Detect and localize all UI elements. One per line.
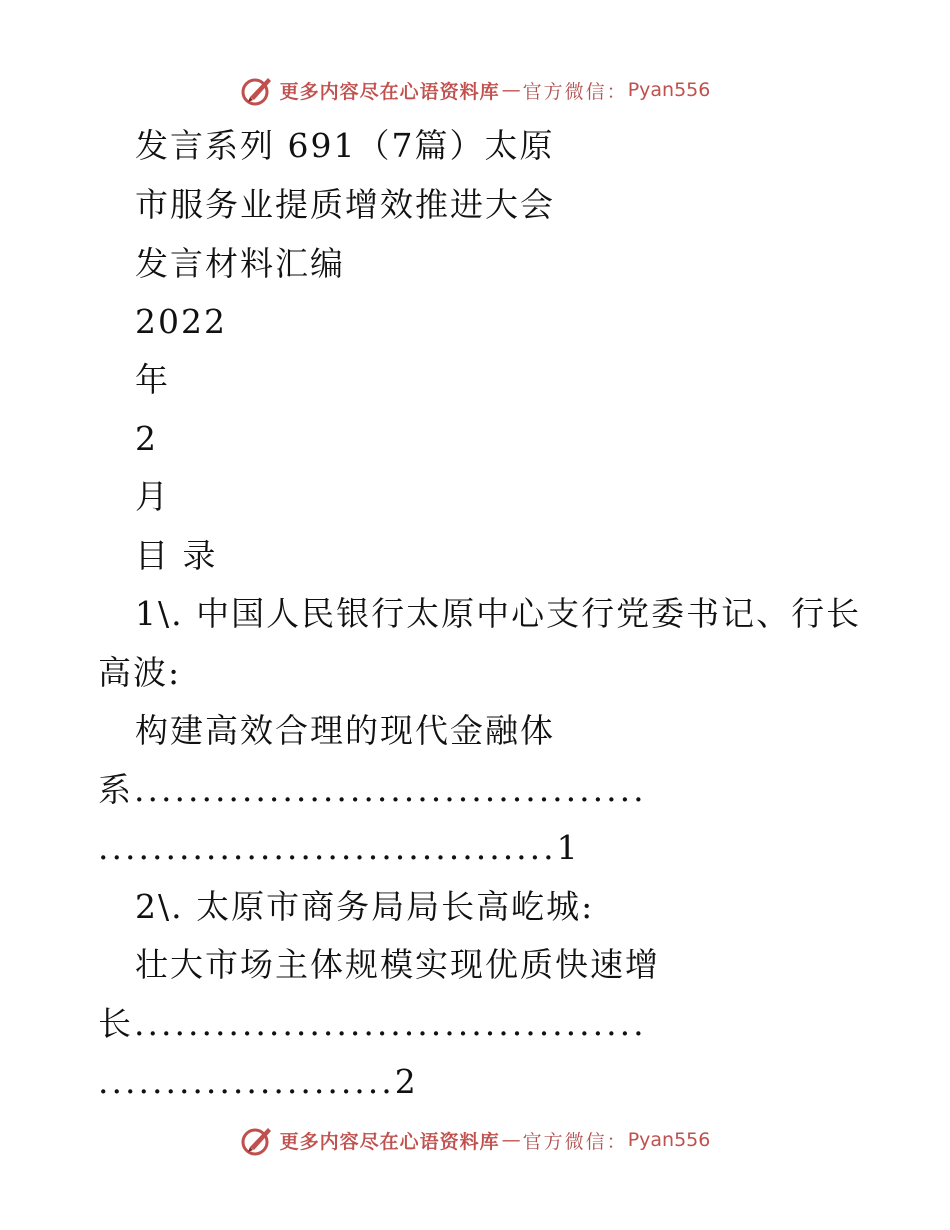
- watermark-banner-top: [0, 70, 950, 110]
- title-year: 2022: [135, 302, 227, 341]
- toc-entry-1-speaker: 1\. 中国人民银行太原中心支行党委书记、行长: [135, 594, 862, 633]
- toc-entry-1-speaker-cont: 高波:: [98, 653, 182, 692]
- toc-heading: 目 录: [135, 536, 218, 575]
- watermark-brand: 更多内容尽在心语资料库: [279, 1130, 500, 1153]
- title-line-1: 发言系列 691（7篇）太原: [135, 126, 555, 165]
- watermark-official-label: 官方微信：: [522, 80, 628, 103]
- watermark-official-label: 官方微信：: [522, 1130, 628, 1153]
- watermark-handle: Pyan556: [627, 79, 711, 101]
- title-line-3: 发言材料汇编: [135, 244, 345, 283]
- quill-pen-logo-icon: [240, 1123, 274, 1157]
- title-line-2: 市服务业提质增效推进大会: [135, 185, 555, 224]
- title-month: 2: [135, 419, 158, 458]
- toc-entry-1-title-cont: 系......................................: [98, 770, 647, 809]
- toc-entry-2-title-cont: 长......................................: [98, 1004, 647, 1043]
- watermark-handle: Pyan556: [627, 1129, 711, 1151]
- watermark-separator: —: [501, 79, 521, 101]
- toc-entry-2-page-leader: ......................2: [98, 1062, 419, 1101]
- watermark-separator: —: [501, 1129, 521, 1151]
- toc-entry-2-speaker: 2\. 太原市商务局局长高屹城:: [135, 887, 595, 926]
- toc-entry-2-title: 壮大市场主体规模实现优质快速增: [135, 945, 660, 984]
- watermark-banner-bottom: [0, 1120, 950, 1160]
- toc-entry-1-title: 构建高效合理的现代金融体: [135, 711, 555, 750]
- watermark-brand: 更多内容尽在心语资料库: [279, 80, 500, 103]
- toc-entry-1-page-leader: ..................................1: [98, 828, 581, 867]
- title-year-unit: 年: [135, 360, 170, 399]
- title-month-unit: 月: [135, 477, 170, 516]
- quill-pen-logo-icon: [240, 73, 274, 107]
